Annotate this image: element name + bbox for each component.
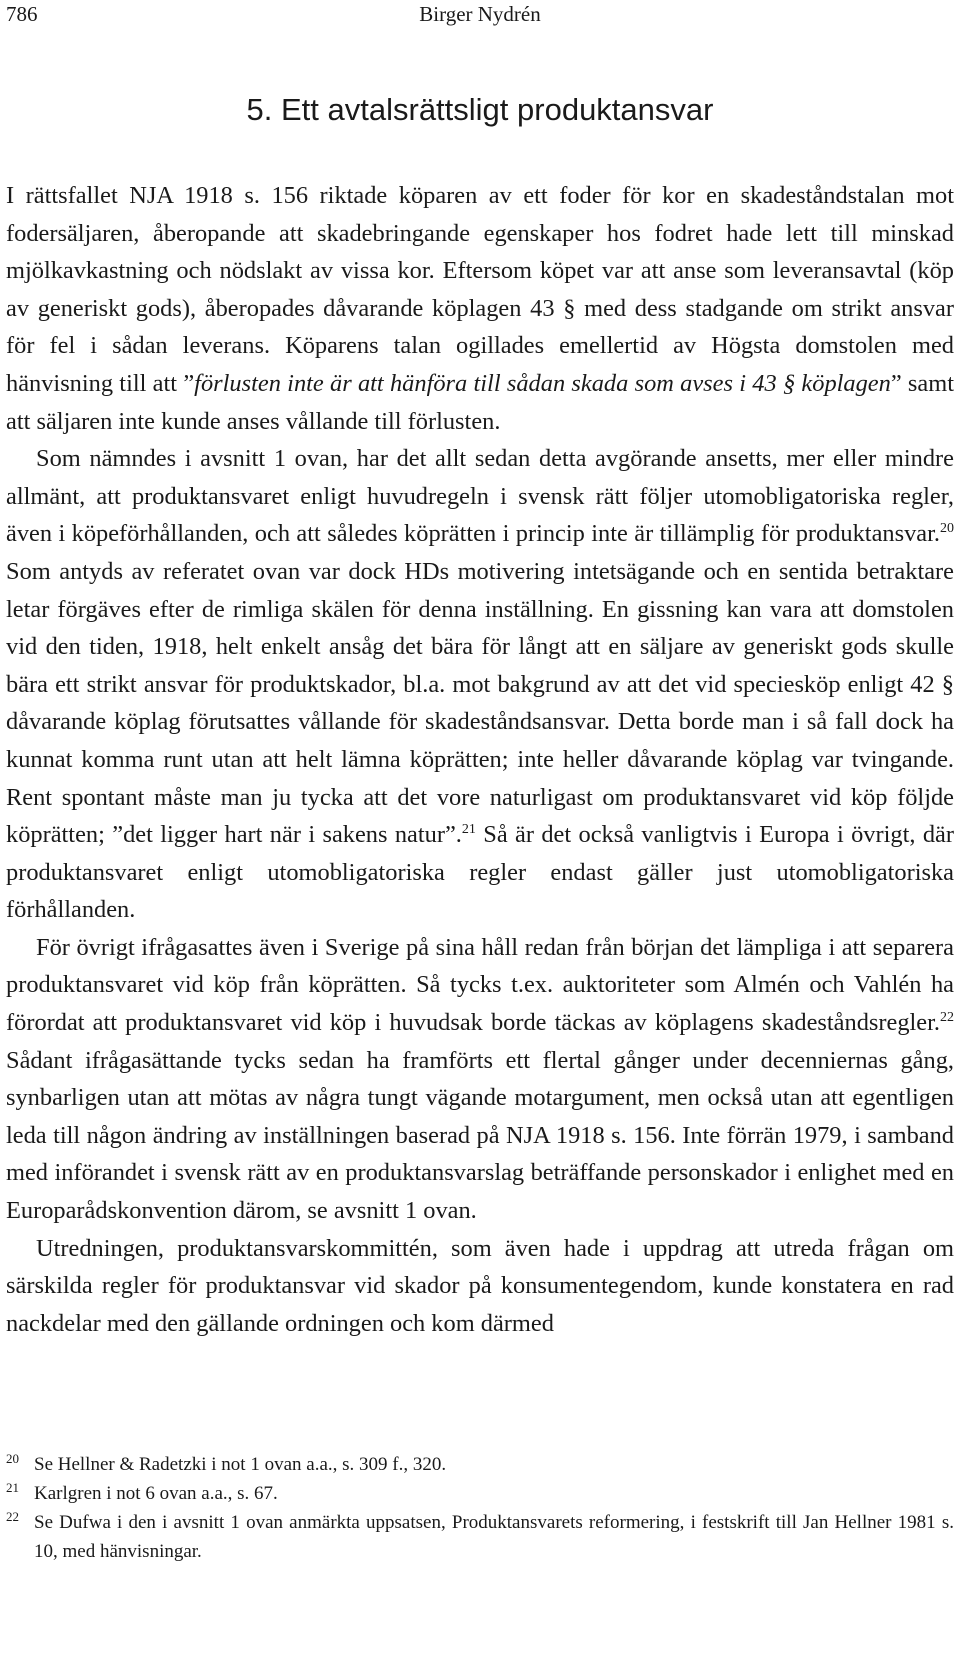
text-run: Sådant ifrågasättande tycks sedan ha framförts ett flertal gånger under decenniernas gång, synbarligen utan att mötas av några tungt vägande motargument, men också utan att egentligen leda till någon ändring av inställningen baserad på NJA 1918 s. 156. Inte förrän 1979, i samband med införandet i svensk rätt av en produktansvarslag beträffande personskador i enlighet med en Europarådskonvention därom, se avsnitt 1 ovan. xyxy=(6,1046,954,1225)
text-run: Så är det också vanligtvis i Europa i övrigt, där produktansvaret enligt utomobligatoriska regler endast gäller just utomobligatoriska förhållanden. xyxy=(6,821,954,924)
running-head-author: Birger Nydrén xyxy=(419,2,541,26)
paragraph-2 xyxy=(6,440,954,929)
body-text xyxy=(6,177,954,1342)
footnote-text: Se Hellner & Radetzki i not 1 ovan a.a., s. 309 f., 320. xyxy=(34,1454,447,1475)
paragraph-1 xyxy=(6,177,954,440)
text-run: För övrigt ifrågasattes även i Sverige på sina håll redan från början det lämpliga i att separera produktansvaret vid köp från köprätten. Så tycks t.ex. auktoriteter som Almén och Vahlén ha förordat att produktansvaret vid köp i huvudsak borde täckas av köplagens skadeståndsregler. xyxy=(6,933,954,1037)
text-run: I rättsfallet NJA 1918 s. 156 riktade köparen av ett foder för kor en skadeståndstalan mot fodersäljaren, åberopande att skadebringande egenskaper hos fodret hade lett till minskad mjölkavkastning och nödslakt av vissa kor. Eftersom köpet var att anse som leveransavtal (köp av generiskt gods), åberopades dåvarande köplagen 43 § med dess stadgande om strikt ansvar för fel i sådan leverans. Köparens talan ogillades emellertid av Högsta domstolen med hänvisning till att ” xyxy=(6,182,954,397)
italic-quote: förlusten inte är att hänföra till sådan skada som avses i 43 § köplagen xyxy=(194,369,891,397)
footnote-text: Se Dufwa i den i avsnitt 1 ovan anmärkta uppsatsen, Produktansvarets reformering, i festskrift till Jan Hellner 1981 s. 10, med hänvisningar. xyxy=(34,1512,954,1562)
page-number: 786 xyxy=(6,2,38,26)
footnote-number: 21 xyxy=(6,1480,19,1495)
paragraph-4 xyxy=(6,1230,954,1343)
footnote-number: 22 xyxy=(6,1509,19,1524)
text-run: Utredningen, produktansvarskommittén, som även hade i uppdrag att utreda frågan om särskilda regler för produktansvar vid skador på konsumentegendom, kunde konstatera en rad nackdelar med den gällande ordningen och kom därmed xyxy=(6,1234,954,1337)
section-heading: 5. Ett avtalsrättsligt produktansvar xyxy=(246,92,714,127)
footnote-ref: 21 xyxy=(461,821,476,837)
text-run: Som nämndes i avsnitt 1 ovan, har det allt sedan detta avgörande ansetts, mer eller mindre allmänt, att produktansvaret enligt huvudregeln i svensk rätt följer utomobligatoriska regler, även i köpeförhållanden, och att således köprätten i princip inte är tillämplig för produktansvar. xyxy=(6,445,954,548)
text-run: ” samt att säljaren inte kunde anses vållande till förlusten. xyxy=(6,369,954,435)
footnote-22 xyxy=(6,1508,954,1566)
footnote-21 xyxy=(6,1479,954,1508)
footnote-number: 20 xyxy=(6,1451,19,1466)
paragraph-3 xyxy=(6,929,954,1230)
footnote-ref: 22 xyxy=(940,1009,954,1025)
footnotes xyxy=(6,1450,954,1566)
text-run: Som antyds av referatet ovan var dock HDs motivering intetsägande och en sentida betraktare letar förgäves efter de rimliga skälen för denna inställning. En gissning kan vara att domstolen vid den tiden, 1918, helt enkelt ansåg det bära för långt att en säljare av generiskt gods skulle bära ett strikt ansvar för produktskador, bl.a. mot bakgrund av att det vid speciesköp enligt 42 § dåvarande köplag förutsattes vållande för skadeståndsansvar. Detta borde man i så fall dock ha kunnat komma runt utan att helt lämna köprätten; inte heller dåvarande köplag var tvingande. Rent spontant måste man ju tycka att det vore naturligast om produktansvaret vid köp följde köprätten; ”det ligger hart när i sakens natur”. xyxy=(6,557,954,849)
footnote-text: Karlgren i not 6 ovan a.a., s. 67. xyxy=(34,1483,278,1504)
footnote-ref: 20 xyxy=(940,521,954,537)
footnote-20 xyxy=(6,1450,954,1479)
